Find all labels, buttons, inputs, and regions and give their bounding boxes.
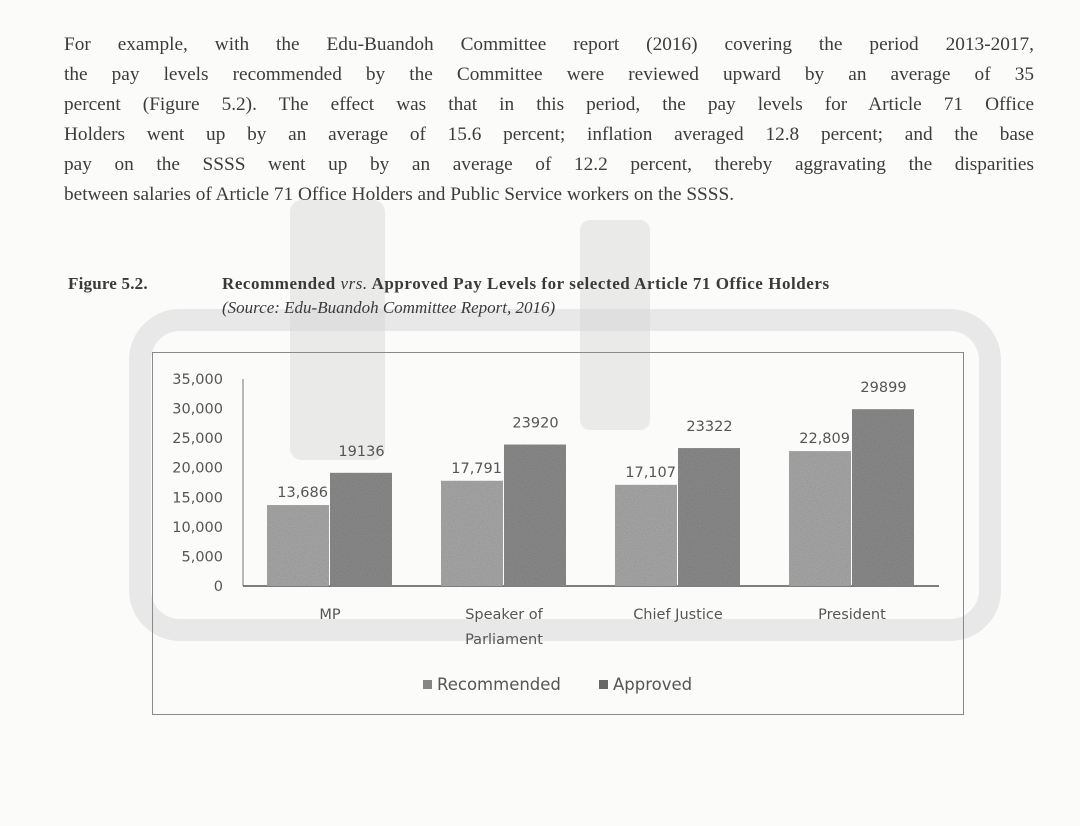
figure-label: Figure 5.2. (68, 274, 148, 293)
bar-approved (678, 448, 740, 586)
legend-swatch-approved (599, 680, 608, 689)
data-label: 19136 (338, 443, 385, 460)
data-label: 17,791 (451, 460, 502, 477)
chart-frame (152, 352, 964, 715)
x-category-label: President (818, 607, 886, 623)
x-category-label: Chief Justice (633, 607, 723, 623)
bar-recommended (267, 505, 329, 586)
paragraph-line: For example, with the Edu-Buandoh Committee report (2016) covering the period 2013-2017, (64, 34, 1034, 55)
paragraph-line: percent (Figure 5.2). The effect was that in this period, the pay levels for Article 71 Office (64, 94, 1034, 115)
y-tick-label: 15,000 (172, 490, 223, 507)
data-label: 29899 (860, 380, 907, 397)
y-tick-label: 25,000 (172, 431, 223, 448)
figure-title (222, 274, 830, 294)
figure-source: (Source: Edu-Buandoh Committee Report, 2016) (222, 298, 556, 317)
y-tick-label: 35,000 (172, 372, 223, 388)
figure-title-part: Recommended (222, 274, 341, 293)
x-category-label: Parliament (465, 632, 543, 648)
paragraph-line: between salaries of Article 71 Office Holders and Public Service workers on the SSSS. (64, 184, 735, 205)
data-label: 22,809 (799, 431, 850, 448)
bar-approved (852, 409, 914, 586)
y-tick-label: 0 (213, 579, 223, 595)
data-label: 23322 (686, 419, 733, 436)
y-tick-label: 30,000 (172, 401, 223, 418)
legend-label-recommended: Recommended (437, 675, 561, 694)
legend-swatch-recommended (423, 680, 432, 689)
data-label: 17,107 (625, 464, 676, 481)
bar-approved (330, 473, 392, 586)
x-category-label: Speaker of (465, 607, 543, 623)
y-tick-label: 20,000 (172, 460, 223, 477)
figure-title-vrs: vrs. (340, 274, 368, 293)
bar-approved (504, 445, 566, 586)
legend-label-approved: Approved (613, 675, 693, 694)
bar-recommended (441, 481, 503, 586)
data-label: 13,686 (277, 485, 328, 502)
bar-chart (153, 353, 965, 716)
chart-legend (423, 675, 692, 694)
figure-title-part: Approved Pay Levels for selected Article 71 Office Holders (367, 274, 830, 293)
bar-recommended (615, 485, 677, 586)
y-tick-label: 5,000 (181, 549, 223, 566)
data-label: 23920 (512, 415, 559, 432)
bar-recommended (789, 451, 851, 586)
x-category-label: MP (319, 607, 341, 623)
body-paragraph (64, 30, 1034, 210)
y-tick-label: 10,000 (172, 519, 223, 536)
paragraph-line: Holders went up by an average of 15.6 percent; inflation averaged 12.8 percent; and the base (64, 124, 1034, 145)
paragraph-line: pay on the SSSS went up by an average of 12.2 percent, thereby aggravating the disparities (64, 154, 1034, 175)
paragraph-line: the pay levels recommended by the Committee were reviewed upward by an average of 35 (64, 64, 1034, 85)
